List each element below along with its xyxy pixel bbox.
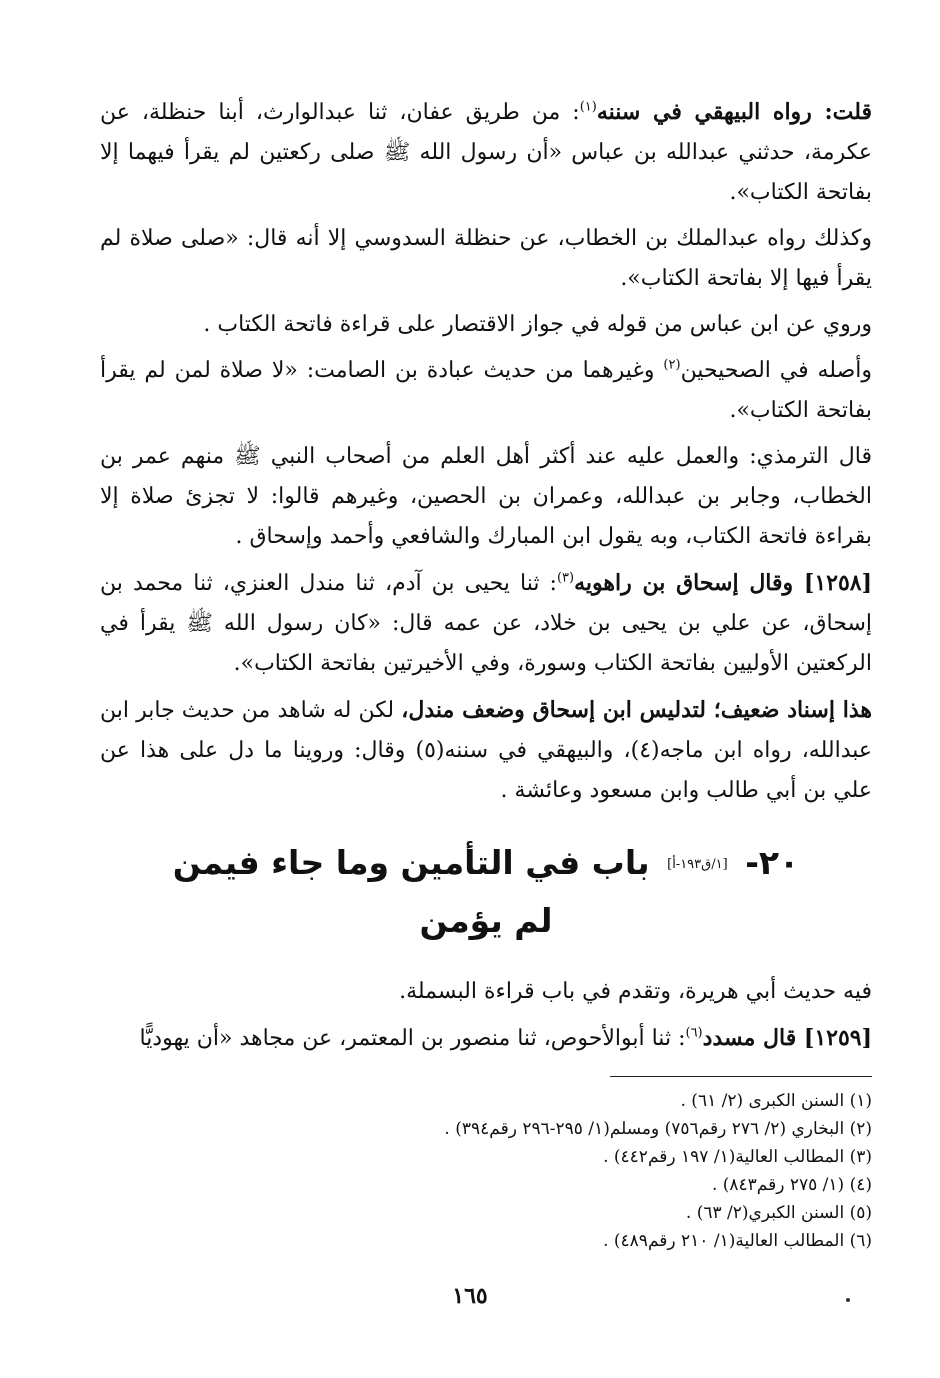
footnote: (١) السنن الكبرى (٢/ ٦١) . bbox=[680, 1091, 872, 1111]
chapter-number: ٢٠- bbox=[745, 843, 800, 882]
paragraph: هذا إسناد ضعيف؛ لتدليس ابن إسحاق وضعف مندل، لكن له شاهد من حديث جابر ابن عبدالله، رواه ابن ماجه(٤)، والبيهقي في سننه(٥) وقال: وروينا ما دل على هذا عن علي بن أبي طالب وابن مسعود وعائشة . bbox=[100, 697, 873, 803]
chapter-heading-line1 bbox=[100, 835, 872, 893]
paragraph: قلت: رواه البيهقي في سننه$^{(١)}$: من طريق عفان، ثنا عبدالوارث، أبنا حنظلة، عن عكرمة، حدثني عبدالله بن عباس «أن رسول الله ﷺ صلى ركعتين لم يقرأ فيهما إلا بفاتحة الكتاب». bbox=[100, 99, 872, 205]
paragraph: قال الترمذي: والعمل عليه عند أكثر أهل العلم من أصحاب النبي ﷺ منهم عمر بن الخطاب، وجابر بن عبدالله، وعمران بن الحصين، وغيرهم قالوا: لا تجزئ صلاة إلا بقراءة فاتحة الكتاب، وبه يقول ابن المبارك والشافعي وأحمد وإسحاق . bbox=[100, 444, 872, 549]
scan-mark bbox=[846, 1298, 850, 1302]
paragraph: [١٢٥٩] قال مسدد$^{(٦)}$: ثنا أبوالأحوص، ثنا منصور بن المعتمر، عن مجاهد «أن يهوديًّا bbox=[139, 1025, 872, 1051]
footnote: (٦) المطالب العالية(١/ ٢١٠ رقم٤٨٩) . bbox=[603, 1231, 872, 1251]
post-heading-text bbox=[100, 972, 872, 1065]
paragraph: فيه حديث أبي هريرة، وتقدم في باب قراءة البسملة. bbox=[399, 979, 872, 1004]
paragraph: وكذلك رواه عبدالملك بن الخطاب، عن حنظلة السدوسي إلا أنه قال: «صلى صلاة لم يقرأ فيها إلا بفاتحة الكتاب». bbox=[100, 226, 872, 291]
main-text bbox=[100, 92, 872, 817]
chapter-title: باب في التأمين وما جاء فيمن bbox=[172, 843, 650, 882]
footnote: (٣) المطالب العالية(١/ ١٩٧ رقم٤٤٢) . bbox=[603, 1147, 872, 1167]
footnotes bbox=[100, 1087, 872, 1255]
paragraph: [١٢٥٨] وقال إسحاق بن راهويه$^{(٣)}$: ثنا يحيى بن آدم، ثنا مندل العنزي، ثنا محمد بن إسحاق، عن علي بن يحيى بن خلاد، عن عمه قال: «كان رسول الله ﷺ يقرأ في الركعتين الأوليين بفاتحة الكتاب وسورة، وفي الأخيرتين بفاتحة الكتاب». bbox=[100, 570, 872, 676]
chapter-heading bbox=[100, 835, 872, 949]
page-number: ١٦٥ bbox=[452, 1283, 488, 1309]
paragraph: وأصله في الصحيحين$^{(٢)}$ وغيرهما من حديث عبادة بن الصامت: «لا صلاة لمن لم يقرأ بفاتحة الكتاب». bbox=[100, 357, 872, 423]
footnote: (٤) (١/ ٢٧٥ رقم٨٤٣) . bbox=[711, 1175, 872, 1195]
chapter-heading-line2: لم يؤمن bbox=[419, 900, 553, 940]
manuscript-reference: [١/ق١٩٣-أ] bbox=[667, 856, 728, 872]
footnote: (٢) البخاري (٢/ ٢٧٦ رقم٧٥٦) ومسلم(١/ ٢٩٥-٢٩٦ رقم٣٩٤) . bbox=[444, 1119, 872, 1139]
footnote-divider bbox=[610, 1076, 872, 1077]
paragraph: وروي عن ابن عباس من قوله في جواز الاقتصار على قراءة فاتحة الكتاب . bbox=[203, 312, 872, 337]
footnote: (٥) السنن الكبري(٢/ ٦٣) . bbox=[685, 1203, 872, 1223]
